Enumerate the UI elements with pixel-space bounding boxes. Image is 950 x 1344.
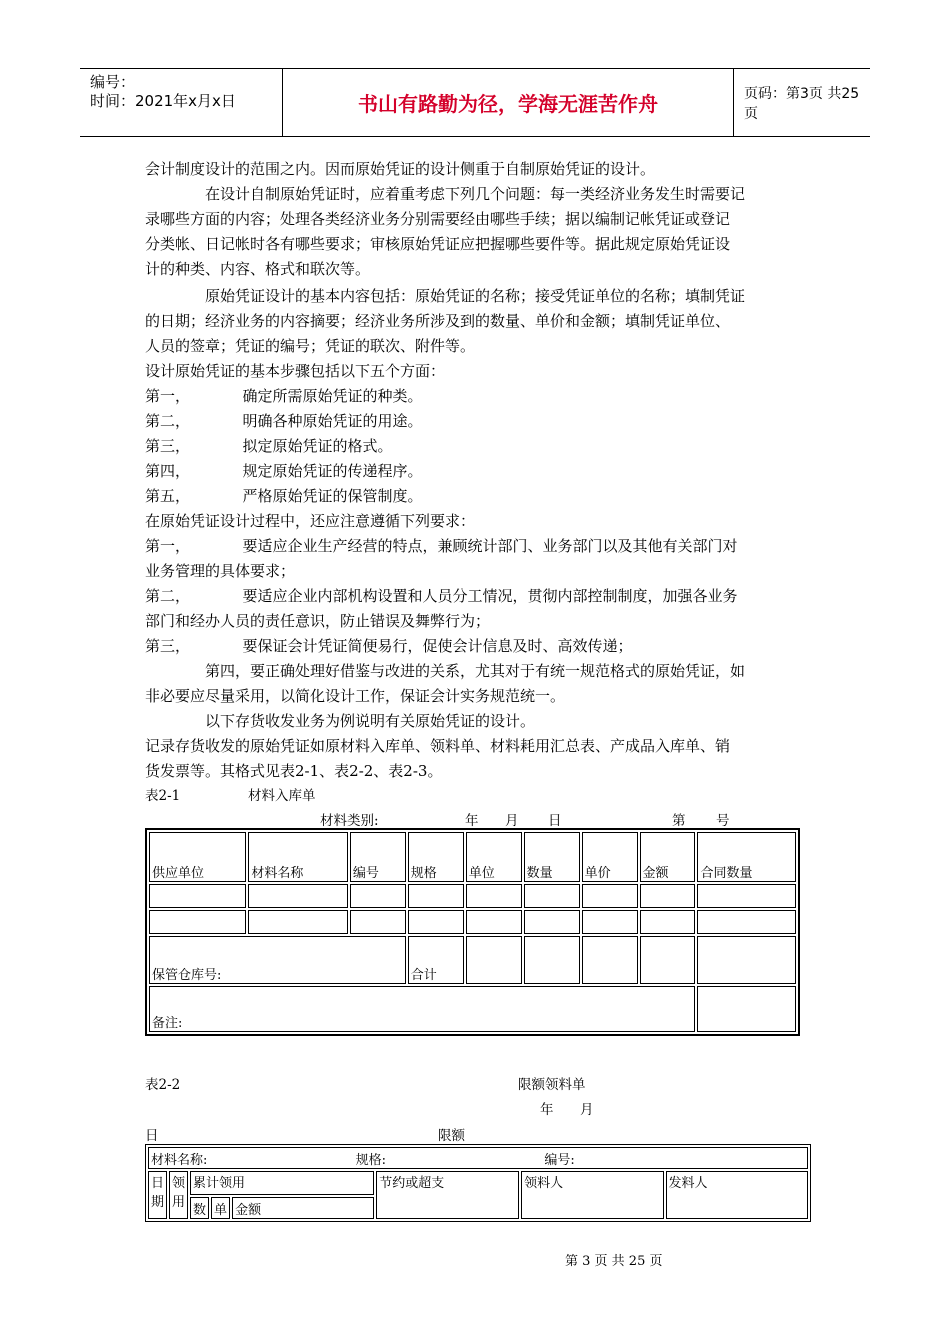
paragraph-line: 第一， 要适应企业生产经营的特点，兼顾统计部门、业务部门以及其他有关部门对 (145, 537, 738, 555)
paragraph-line: 第二， 要适应企业内部机构设置和人员分工情况，贯彻内部控制制度，加强各业务 (145, 587, 738, 605)
paragraph-line: 分类帐、日记帐时各有哪些要求；审核原始凭证应把握哪些要件等。据此规定原始凭证设 (145, 235, 731, 253)
table1-header-row (149, 832, 796, 882)
table1-remark-row (149, 986, 796, 1032)
table1-header-cell: 材料名称 (248, 832, 347, 882)
header-meta (80, 69, 282, 136)
spec-label: 规格: (355, 1152, 387, 1168)
paragraph-line: 在原始凭证设计过程中，还应注意遵循下列要求： (145, 512, 476, 530)
table1-header-cell: 供应单位 (149, 832, 246, 882)
paragraph-line: 第三， 拟定原始凭证的格式。 (145, 437, 393, 455)
material-receipt-table (145, 828, 800, 1036)
paragraph-line: 会计制度设计的范围之内。因而原始凭证的设计侧重于自制原始凭证的设计。 (145, 160, 656, 178)
paragraph-line: 业务管理的具体要求； (145, 562, 296, 580)
warehouse-label: 保管仓库号: (149, 936, 406, 984)
paragraph-line: 第一， 确定所需原始凭证的种类。 (145, 387, 423, 405)
table1-header-cell: 单价 (582, 832, 638, 882)
table1-caption-title: 材料入库单 (248, 788, 316, 804)
table-row (149, 884, 796, 908)
paragraph-line: 计的种类、内容、格式和联次等。 (145, 260, 371, 278)
amount-column-header: 金额 (232, 1197, 374, 1219)
paragraph-line: 的日期；经济业务的内容摘要；经济业务所涉及到的数量、单价和金额；填制凭证单位、 (145, 312, 731, 330)
quantity-column-header: 数 (190, 1197, 209, 1219)
number-label: 编号: (544, 1152, 575, 1168)
table1-no-label-prefix: 第 (672, 813, 686, 829)
table1-caption-number: 表2-1 (145, 788, 181, 804)
paragraph-line: 在设计自制原始凭证时，应着重考虑下列几个问题：每一类经济业务发生时需要记 (145, 185, 746, 203)
table1-total-row (149, 936, 796, 984)
receiver-column-header: 领料人 (521, 1171, 663, 1219)
table2-info-row (148, 1147, 808, 1169)
table1-day-label: 日 (548, 813, 562, 829)
table1-year-label: 年 (465, 813, 479, 829)
paragraph-line: 设计原始凭证的基本步骤包括以下五个方面： (145, 362, 446, 380)
paragraph-line: 部门和经办人员的责任意识，防止错误及舞弊行为； (145, 612, 491, 630)
table1-header-cell: 单位 (466, 832, 522, 882)
table2-day-label: 日 (145, 1128, 159, 1144)
table2-caption-number: 表2-2 (145, 1077, 181, 1093)
paragraph-line: 第四，要正确处理好借鉴与改进的关系，尤其对于有统一规范格式的原始凭证，如 (145, 662, 746, 680)
paragraph-line: 人员的签章；凭证的编号；凭证的联次、附件等。 (145, 337, 476, 355)
page-footer: 第 3 页 共 25 页 (565, 1254, 663, 1269)
table2-limit-label: 限额 (438, 1128, 465, 1144)
table2-caption-title: 限额领料单 (518, 1077, 586, 1093)
header-page-info: 页码：第3页 共25页 (744, 85, 860, 122)
table1-month-label: 月 (505, 813, 519, 829)
material-name-label: 材料名称: (151, 1152, 208, 1168)
date-column-header: 日期 (148, 1171, 167, 1219)
table2-header-row (148, 1171, 808, 1195)
issuer-column-header: 发料人 (666, 1171, 808, 1219)
total-label: 合计 (408, 936, 464, 984)
table2-year-label: 年 (540, 1102, 554, 1118)
paragraph-line: 以下存货收发业务为例说明有关原始凭证的设计。 (145, 712, 536, 730)
paragraph-line: 第二， 明确各种原始凭证的用途。 (145, 412, 423, 430)
paragraph-line: 原始凭证设计的基本内容包括：原始凭证的名称；接受凭证单位的名称；填制凭证 (145, 287, 746, 305)
cumulative-column-header: 累计领用 (190, 1171, 374, 1195)
table2-month-label: 月 (580, 1102, 594, 1118)
paragraph-line: 第四， 规定原始凭证的传递程序。 (145, 462, 423, 480)
use-column-header: 领用 (169, 1171, 188, 1219)
saving-column-header: 节约或超支 (376, 1171, 519, 1219)
table1-header-cell: 金额 (640, 832, 696, 882)
table1-header-cell: 规格 (408, 832, 464, 882)
table1-header-cell: 编号 (350, 832, 406, 882)
table1-category-label: 材料类别: (320, 813, 379, 829)
paragraph-line: 非必要应尽量采用，以简化设计工作，保证会计实务规范统一。 (145, 687, 566, 705)
table1-header-cell: 合同数量 (697, 832, 796, 882)
header-date: 时间：2021年x月x日 (90, 92, 236, 110)
paragraph-line: 录哪些方面的内容；处理各类经济业务分别需要经由哪些手续；据以编制记帐凭证或登记 (145, 210, 731, 228)
table-row (149, 910, 796, 934)
unit-column-header: 单 (211, 1197, 230, 1219)
header-motto: 书山有路勤为径，学海无涯苦作舟 (282, 69, 734, 136)
paragraph-line: 第五， 严格原始凭证的保管制度。 (145, 487, 423, 505)
table1-no-label-suffix: 号 (716, 813, 730, 829)
remark-label: 备注: (149, 986, 695, 1032)
limit-requisition-table (145, 1144, 811, 1222)
table1-header-cell: 数量 (524, 832, 580, 882)
paragraph-line: 记录存货收发的原始凭证如原材料入库单、领料单、材料耗用汇总表、产成品入库单、销 (145, 737, 731, 755)
page-header (80, 68, 870, 137)
paragraph-line: 第三， 要保证会计凭证简便易行，促使会计信息及时、高效传递； (145, 637, 633, 655)
paragraph-line: 货发票等。其格式见表2-1、表2-2、表2-3。 (145, 762, 443, 780)
header-number: 编号： (90, 73, 136, 91)
